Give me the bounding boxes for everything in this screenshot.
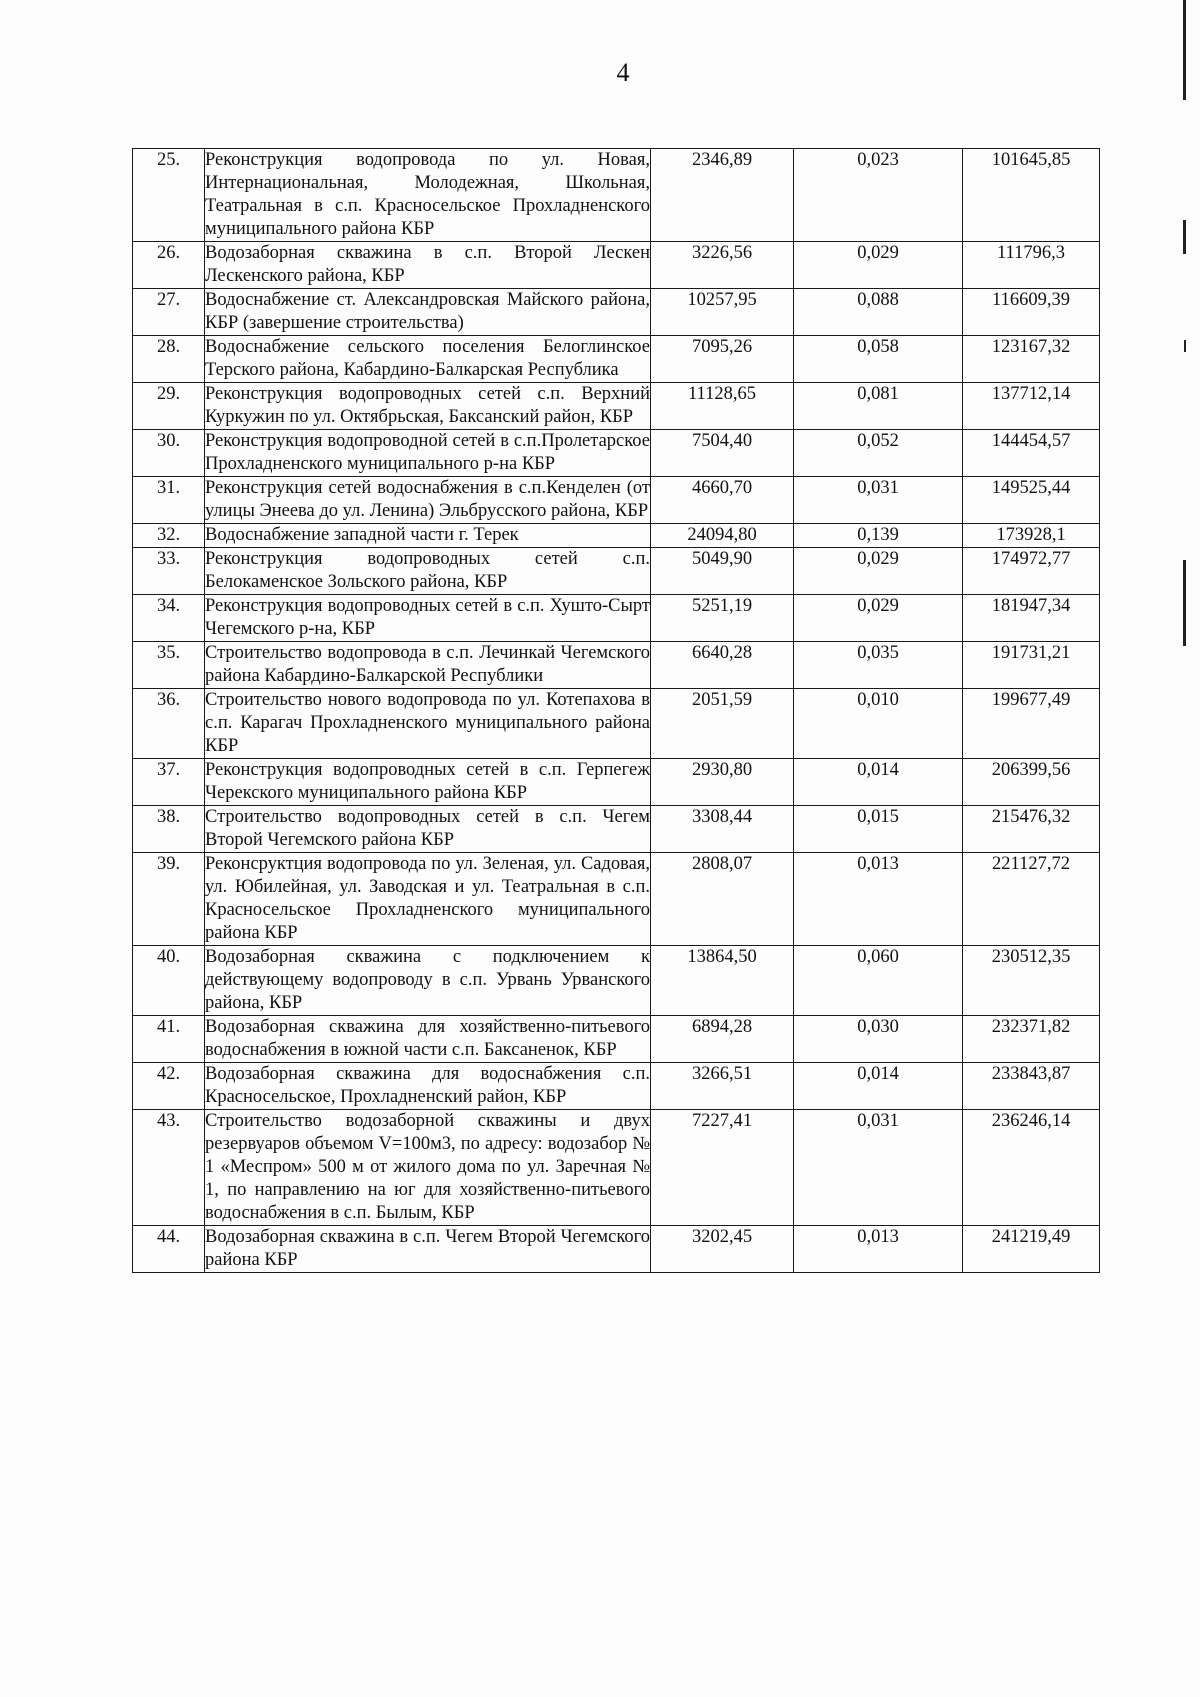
projects-table xyxy=(132,148,1100,1273)
cumulative-value: 144454,57 xyxy=(963,430,1100,477)
scan-edge-mark xyxy=(1183,560,1186,646)
ratio-value: 0,029 xyxy=(794,548,963,595)
project-name: Водозаборная скважина для хозяйственно-питьевого водоснабжения в южной части с.п. Баксаненок, КБР xyxy=(205,1016,651,1063)
cost-value: 11128,65 xyxy=(651,383,794,430)
page-number: 4 xyxy=(616,58,630,87)
ratio-value: 0,013 xyxy=(794,853,963,946)
project-name: Реконструкция водопроводных сетей с.п. Верхний Куркужин по ул. Октябрьская, Баксанский район, КБР xyxy=(205,383,651,430)
cumulative-value: 111796,3 xyxy=(963,242,1100,289)
scan-edge-mark xyxy=(1184,340,1186,352)
project-name: Реконсруктция водопровода по ул. Зеленая, ул. Садовая, ул. Юбилейная, ул. Заводская и ул. Театральная в с.п. Красносельское Прохладненского муниципального района КБР xyxy=(205,853,651,946)
cost-value: 3202,45 xyxy=(651,1226,794,1273)
cumulative-value: 199677,49 xyxy=(963,689,1100,759)
project-name: Водозаборная скважина в с.п. Чегем Второй Чегемского района КБР xyxy=(205,1226,651,1273)
cost-value: 2930,80 xyxy=(651,759,794,806)
ratio-value: 0,139 xyxy=(794,524,963,548)
table-row xyxy=(133,689,1100,759)
project-name: Реконструкция сетей водоснабжения в с.п.Кенделен (от улицы Энеева до ул. Ленина) Эльбрусского района, КБР xyxy=(205,477,651,524)
row-number: 29. xyxy=(133,383,205,430)
cumulative-value: 236246,14 xyxy=(963,1110,1100,1226)
ratio-value: 0,031 xyxy=(794,1110,963,1226)
row-number: 35. xyxy=(133,642,205,689)
row-number: 44. xyxy=(133,1226,205,1273)
table-row xyxy=(133,595,1100,642)
row-number: 33. xyxy=(133,548,205,595)
project-name: Водоснабжение западной части г. Терек xyxy=(205,524,651,548)
table-row xyxy=(133,946,1100,1016)
cost-value: 10257,95 xyxy=(651,289,794,336)
project-name: Реконструкция водопроводных сетей в с.п. Хушто-Сырт Чегемского р-на, КБР xyxy=(205,595,651,642)
cost-value: 7227,41 xyxy=(651,1110,794,1226)
cost-value: 5251,19 xyxy=(651,595,794,642)
table-row xyxy=(133,642,1100,689)
ratio-value: 0,015 xyxy=(794,806,963,853)
row-number: 43. xyxy=(133,1110,205,1226)
table-row xyxy=(133,289,1100,336)
ratio-value: 0,014 xyxy=(794,759,963,806)
table-row xyxy=(133,149,1100,242)
project-name: Водоснабжение сельского поселения Белоглинское Терского района, Кабардино-Балкарская Республика xyxy=(205,336,651,383)
project-name: Водозаборная скважина в с.п. Второй Лескен Лескенского района, КБР xyxy=(205,242,651,289)
cost-value: 24094,80 xyxy=(651,524,794,548)
cumulative-value: 174972,77 xyxy=(963,548,1100,595)
ratio-value: 0,035 xyxy=(794,642,963,689)
ratio-value: 0,023 xyxy=(794,149,963,242)
ratio-value: 0,030 xyxy=(794,1016,963,1063)
table-row xyxy=(133,759,1100,806)
project-name: Строительство водозаборной скважины и двух резервуаров объемом V=100м3, по адресу: водозабор № 1 «Меспром» 500 м от жилого дома по ул. Заречная № 1, по направлению на юг для хозяйственно-питьевого водоснабжения в с.п. Былым, КБР xyxy=(205,1110,651,1226)
row-number: 25. xyxy=(133,149,205,242)
table-row xyxy=(133,430,1100,477)
ratio-value: 0,029 xyxy=(794,242,963,289)
row-number: 28. xyxy=(133,336,205,383)
project-name: Водоснабжение ст. Александровская Майского района, КБР (завершение строительства) xyxy=(205,289,651,336)
project-name: Реконструкция водопроводных сетей с.п. Белокаменское Зольского района, КБР xyxy=(205,548,651,595)
table-row xyxy=(133,548,1100,595)
row-number: 38. xyxy=(133,806,205,853)
cost-value: 2808,07 xyxy=(651,853,794,946)
cumulative-value: 149525,44 xyxy=(963,477,1100,524)
cumulative-value: 215476,32 xyxy=(963,806,1100,853)
cost-value: 3226,56 xyxy=(651,242,794,289)
row-number: 41. xyxy=(133,1016,205,1063)
cumulative-value: 241219,49 xyxy=(963,1226,1100,1273)
ratio-value: 0,013 xyxy=(794,1226,963,1273)
cumulative-value: 101645,85 xyxy=(963,149,1100,242)
ratio-value: 0,060 xyxy=(794,946,963,1016)
project-name: Строительство водопровода в с.п. Лечинкай Чегемского района Кабардино-Балкарской Республики xyxy=(205,642,651,689)
ratio-value: 0,010 xyxy=(794,689,963,759)
row-number: 37. xyxy=(133,759,205,806)
cumulative-value: 137712,14 xyxy=(963,383,1100,430)
cost-value: 3308,44 xyxy=(651,806,794,853)
ratio-value: 0,014 xyxy=(794,1063,963,1110)
ratio-value: 0,052 xyxy=(794,430,963,477)
scan-edge-mark xyxy=(1183,220,1186,254)
row-number: 36. xyxy=(133,689,205,759)
cumulative-value: 116609,39 xyxy=(963,289,1100,336)
project-name: Водозаборная скважина для водоснабжения с.п. Красносельское, Прохладненский район, КБР xyxy=(205,1063,651,1110)
project-name: Водозаборная скважина с подключением к действующему водопроводу в с.п. Урвань Урванского района, КБР xyxy=(205,946,651,1016)
cumulative-value: 181947,34 xyxy=(963,595,1100,642)
cost-value: 4660,70 xyxy=(651,477,794,524)
table-row xyxy=(133,806,1100,853)
ratio-value: 0,031 xyxy=(794,477,963,524)
cost-value: 2346,89 xyxy=(651,149,794,242)
row-number: 40. xyxy=(133,946,205,1016)
row-number: 30. xyxy=(133,430,205,477)
cumulative-value: 173928,1 xyxy=(963,524,1100,548)
table-row xyxy=(133,524,1100,548)
table-row xyxy=(133,383,1100,430)
row-number: 27. xyxy=(133,289,205,336)
cost-value: 7504,40 xyxy=(651,430,794,477)
row-number: 26. xyxy=(133,242,205,289)
ratio-value: 0,088 xyxy=(794,289,963,336)
cumulative-value: 221127,72 xyxy=(963,853,1100,946)
table-row xyxy=(133,336,1100,383)
projects-table-body xyxy=(133,149,1100,1273)
table-row xyxy=(133,1110,1100,1226)
cost-value: 5049,90 xyxy=(651,548,794,595)
project-name: Строительство нового водопровода по ул. Котепахова в с.п. Карагач Прохладненского муниципального района КБР xyxy=(205,689,651,759)
table-row xyxy=(133,1016,1100,1063)
cumulative-value: 232371,82 xyxy=(963,1016,1100,1063)
project-name: Реконструкция водопровода по ул. Новая, Интернациональная, Молодежная, Школьная, Театральная в с.п. Красносельское Прохладненского муниципального района КБР xyxy=(205,149,651,242)
cumulative-value: 191731,21 xyxy=(963,642,1100,689)
cost-value: 6894,28 xyxy=(651,1016,794,1063)
row-number: 32. xyxy=(133,524,205,548)
cost-value: 3266,51 xyxy=(651,1063,794,1110)
cumulative-value: 233843,87 xyxy=(963,1063,1100,1110)
project-name: Строительство водопроводных сетей в с.п. Чегем Второй Чегемского района КБР xyxy=(205,806,651,853)
project-name: Реконструкция водопроводной сетей в с.п.Пролетарское Прохладненского муниципального р-на КБР xyxy=(205,430,651,477)
table-row xyxy=(133,1226,1100,1273)
row-number: 34. xyxy=(133,595,205,642)
cost-value: 7095,26 xyxy=(651,336,794,383)
cost-value: 13864,50 xyxy=(651,946,794,1016)
row-number: 42. xyxy=(133,1063,205,1110)
row-number: 31. xyxy=(133,477,205,524)
cumulative-value: 123167,32 xyxy=(963,336,1100,383)
cumulative-value: 230512,35 xyxy=(963,946,1100,1016)
scan-edge-mark xyxy=(1183,0,1186,100)
table-row xyxy=(133,477,1100,524)
table-row xyxy=(133,1063,1100,1110)
table-row xyxy=(133,853,1100,946)
ratio-value: 0,058 xyxy=(794,336,963,383)
cost-value: 6640,28 xyxy=(651,642,794,689)
ratio-value: 0,029 xyxy=(794,595,963,642)
cumulative-value: 206399,56 xyxy=(963,759,1100,806)
ratio-value: 0,081 xyxy=(794,383,963,430)
cost-value: 2051,59 xyxy=(651,689,794,759)
row-number: 39. xyxy=(133,853,205,946)
project-name: Реконструкция водопроводных сетей в с.п. Герпегеж Черекского муниципального района КБР xyxy=(205,759,651,806)
table-row xyxy=(133,242,1100,289)
